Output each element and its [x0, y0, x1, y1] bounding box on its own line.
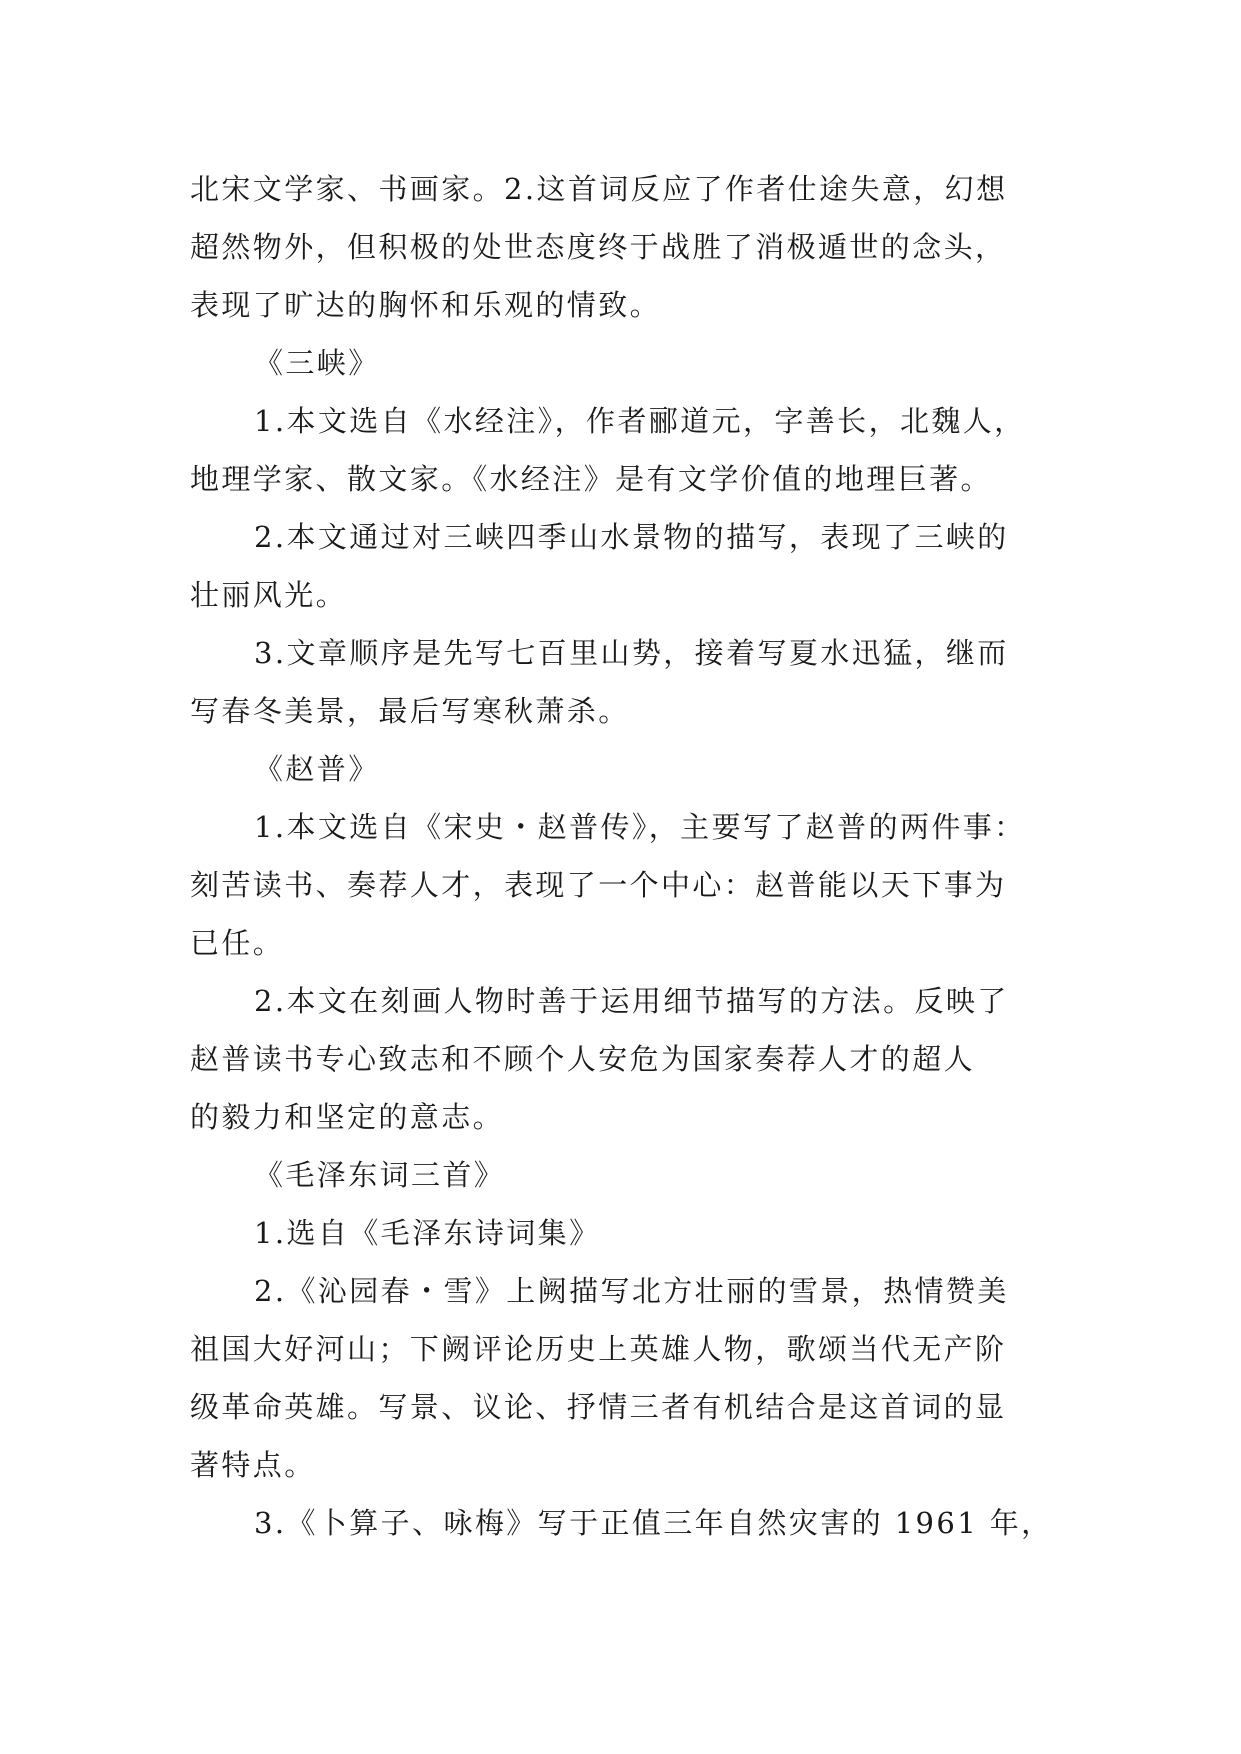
text-line: 壮丽风光。 — [190, 578, 348, 612]
text-line: 写春冬美景，最后写寒秋萧杀。 — [190, 694, 630, 728]
text-line: 1.选自《毛泽东诗词集》 — [254, 1216, 601, 1250]
section-heading-zhaopu: 《赵普》 — [254, 752, 380, 786]
text-line: 的毅力和坚定的意志。 — [190, 1100, 505, 1134]
body-text — [190, 160, 1060, 1552]
text-line: 2.《沁园春・雪》上阙描写北方壮丽的雪景，热情赞美 — [254, 1274, 1009, 1308]
text-line: 表现了旷达的胸怀和乐观的情致。 — [190, 288, 662, 322]
text-line: 1.本文选自《宋史・赵普传》，主要写了赵普的两件事： — [254, 810, 1026, 844]
text-line: 地理学家、散文家。《水经注》是有文学价值的地理巨著。 — [190, 462, 992, 496]
text-line: 超然物外，但积极的处世态度终于战胜了消极遁世的念头， — [190, 230, 1007, 264]
text-line: 刻苦读书、奏荐人才，表现了一个中心：赵普能以天下事为 — [190, 868, 1007, 902]
text-line: 著特点。 — [190, 1448, 316, 1482]
text-line: 3.文章顺序是先写七百里山势，接着写夏水迅猛，继而 — [254, 636, 1009, 670]
text-line: 2.本文在刻画人物时善于运用细节描写的方法。反映了 — [254, 984, 1009, 1018]
text-line: 级革命英雄。写景、议论、抒情三者有机结合是这首词的显 — [190, 1390, 1007, 1424]
text-line: 已任。 — [190, 926, 285, 960]
section-heading-maozedong: 《毛泽东词三首》 — [254, 1158, 506, 1192]
text-line: 3.《卜算子、咏梅》写于正值三年自然灾害的 1961 年， — [254, 1506, 1053, 1540]
text-line: 赵普读书专心致志和不顾个人安危为国家奏荐人才的超人 — [190, 1042, 976, 1076]
text-line: 北宋文学家、书画家。2.这首词反应了作者仕途失意，幻想 — [190, 172, 1008, 206]
section-heading-sanxia: 《三峡》 — [254, 346, 380, 380]
text-line: 祖国大好河山；下阙评论历史上英雄人物，歌颂当代无产阶 — [190, 1332, 1007, 1366]
text-line: 1.本文选自《水经注》，作者郦道元，字善长，北魏人， — [254, 404, 1026, 438]
text-line: 2.本文通过对三峡四季山水景物的描写，表现了三峡的 — [254, 520, 1009, 554]
